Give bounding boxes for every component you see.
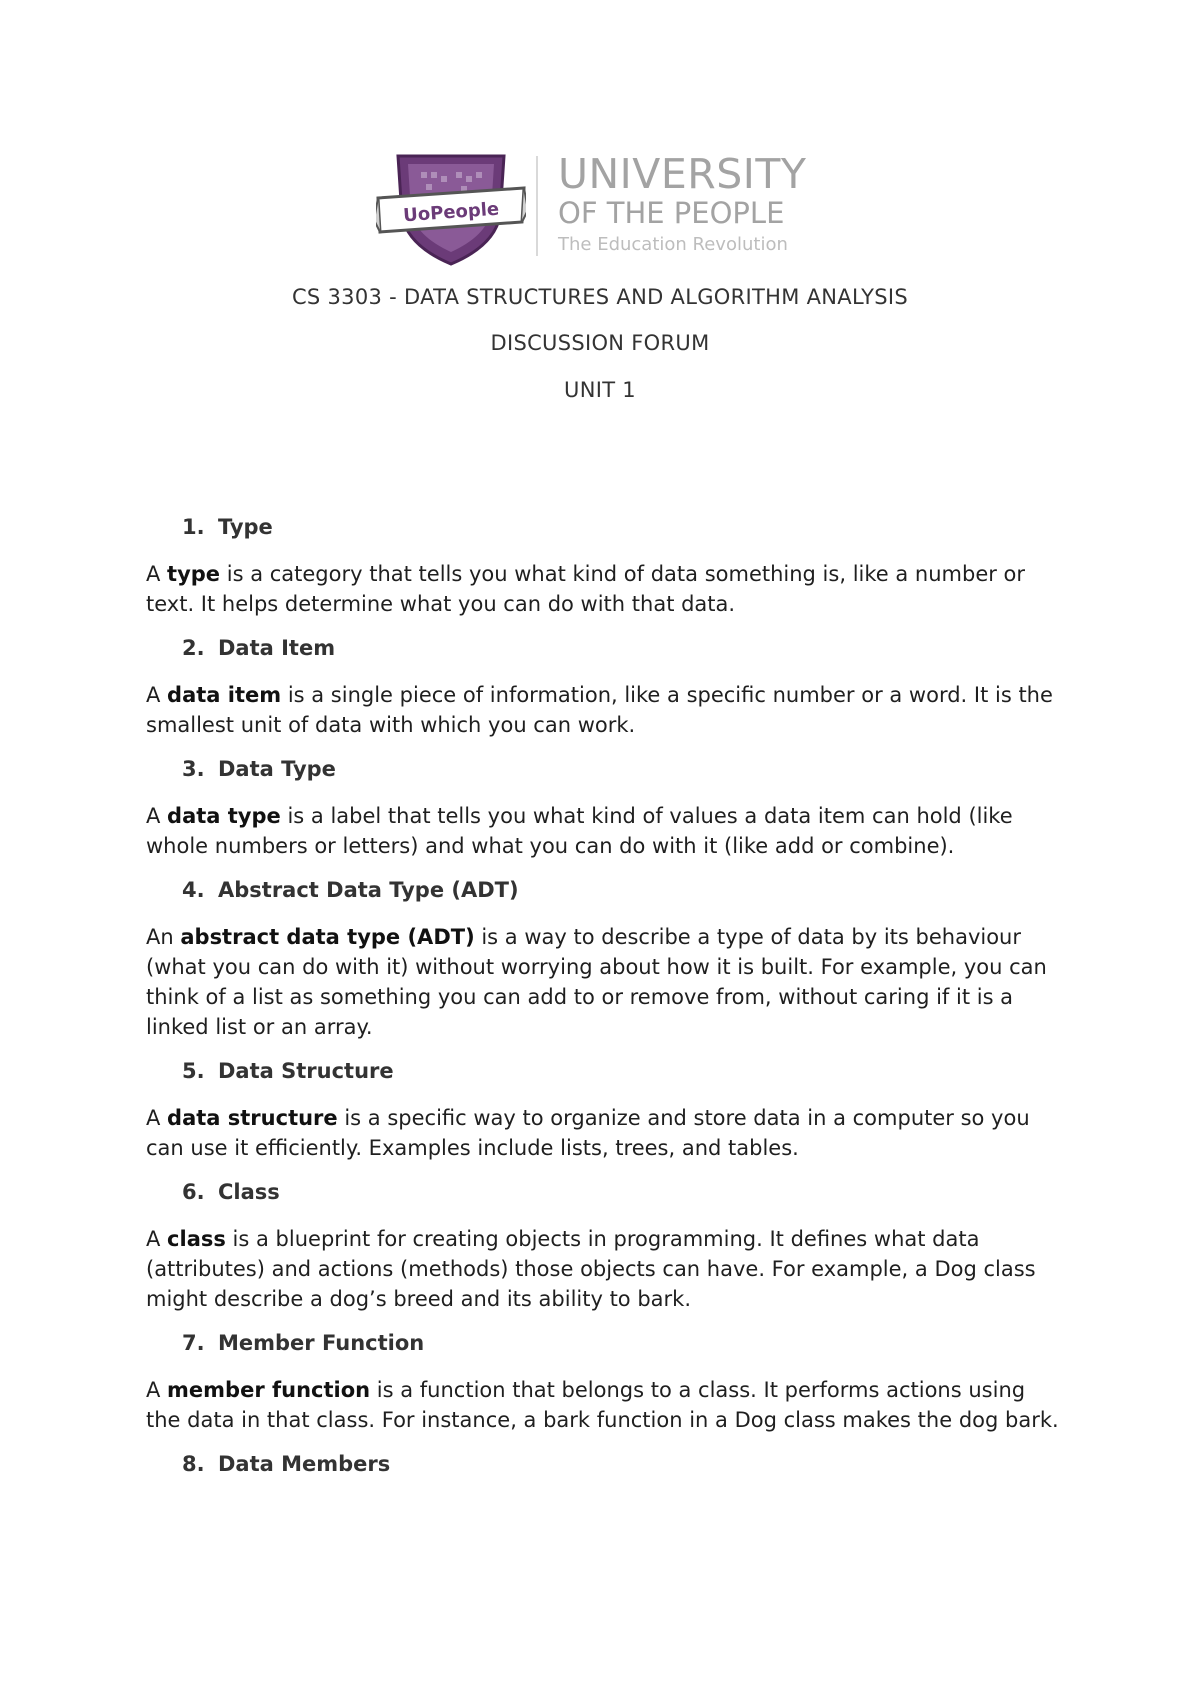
definition-text: is a specific way to organize and store data in a computer so you can use it efficiently. Examples include lists, trees, and tables. — [146, 1106, 1030, 1160]
logo-line-of-the-people: OF THE PEOPLE — [558, 196, 785, 230]
term-number: 5. — [182, 1059, 205, 1083]
definition-text: is a label that tells you what kind of values a data item can hold (like whole numbers or letters) and what you can do with it (like add or combine). — [146, 804, 1013, 858]
term-number: 4. — [182, 878, 205, 902]
term-number: 2. — [182, 636, 205, 660]
term-number: 6. — [182, 1180, 205, 1204]
term-heading-adt — [182, 875, 1066, 922]
term-definition-type — [146, 559, 1066, 619]
definition-prefix: A — [146, 1106, 168, 1130]
definition-text: is a category that tells you what kind of data something is, like a number or text. It helps determine what you can do with that data. — [146, 562, 1026, 616]
term-heading-text: Data Structure — [218, 1059, 394, 1083]
definition-prefix: A — [146, 804, 168, 828]
term-heading-member-function — [182, 1328, 1066, 1375]
definition-text: is a way to describe a type of data by its behaviour (what you can do with it) without worrying about how it is built. For example, you can think of a list as something you can add to or remove from, without caring if it is a linked list or an array. — [146, 925, 1047, 1039]
term-heading-text: Member Function — [218, 1331, 425, 1355]
definition-term: abstract data type (ADT) — [180, 925, 475, 949]
term-definition-data-structure — [146, 1103, 1066, 1163]
term-number: 1. — [182, 515, 205, 539]
term-heading-type — [182, 512, 1066, 559]
term-heading-text: Data Item — [218, 636, 336, 660]
definition-term: class — [167, 1227, 226, 1251]
term-heading-data-type — [182, 754, 1066, 801]
term-heading-text: Class — [218, 1180, 280, 1204]
terms-list — [146, 512, 1066, 1496]
term-heading-text: Abstract Data Type (ADT) — [218, 878, 519, 902]
definition-prefix: A — [146, 562, 168, 586]
unit-title: UNIT 1 — [564, 378, 636, 402]
definition-term: member function — [167, 1378, 371, 1402]
term-number: 8. — [182, 1452, 205, 1476]
forum-title: DISCUSSION FORUM — [490, 331, 710, 355]
definition-prefix: A — [146, 1378, 168, 1402]
course-title: CS 3303 - DATA STRUCTURES AND ALGORITHM ANALYSIS — [291, 285, 909, 309]
definition-term: data type — [167, 804, 281, 828]
term-number: 3. — [182, 757, 205, 781]
term-definition-adt — [146, 922, 1066, 1042]
definition-term: data item — [167, 683, 282, 707]
definition-prefix: A — [146, 1227, 168, 1251]
definition-term: data structure — [167, 1106, 338, 1130]
logo-line-university: UNIVERSITY — [558, 150, 807, 198]
term-heading-data-members — [182, 1449, 1066, 1496]
definition-term: type — [167, 562, 221, 586]
shield-text: UoPeople — [402, 198, 500, 227]
university-logo — [376, 146, 836, 270]
term-definition-data-type — [146, 801, 1066, 861]
definition-text: is a function that belongs to a class. It performs actions using the data in that class. For instance, a bark function in a Dog class makes the dog bark. — [146, 1378, 1059, 1432]
term-definition-member-function — [146, 1375, 1066, 1435]
term-number: 7. — [182, 1331, 205, 1355]
term-definition-class — [146, 1224, 1066, 1314]
term-heading-text: Data Type — [218, 757, 336, 781]
term-heading-text: Data Members — [218, 1452, 391, 1476]
logo-divider — [536, 156, 538, 256]
term-definition-data-item — [146, 680, 1066, 740]
term-heading-data-structure — [182, 1056, 1066, 1103]
definition-text: is a single piece of information, like a specific number or a word. It is the smallest unit of data with which you can work. — [146, 683, 1053, 737]
logo-wordmark — [558, 152, 806, 260]
uopeople-shield-icon — [376, 146, 526, 266]
term-heading-data-item — [182, 633, 1066, 680]
definition-prefix: An — [146, 925, 181, 949]
term-heading-class — [182, 1177, 1066, 1224]
definition-prefix: A — [146, 683, 168, 707]
logo-tagline: The Education Revolution — [558, 234, 788, 255]
definition-text: is a blueprint for creating objects in programming. It defines what data (attributes) and actions (methods) those objects can have. For example, a Dog class might describe a dog’s breed and its ability to bark. — [146, 1227, 1036, 1311]
term-heading-text: Type — [218, 515, 273, 539]
